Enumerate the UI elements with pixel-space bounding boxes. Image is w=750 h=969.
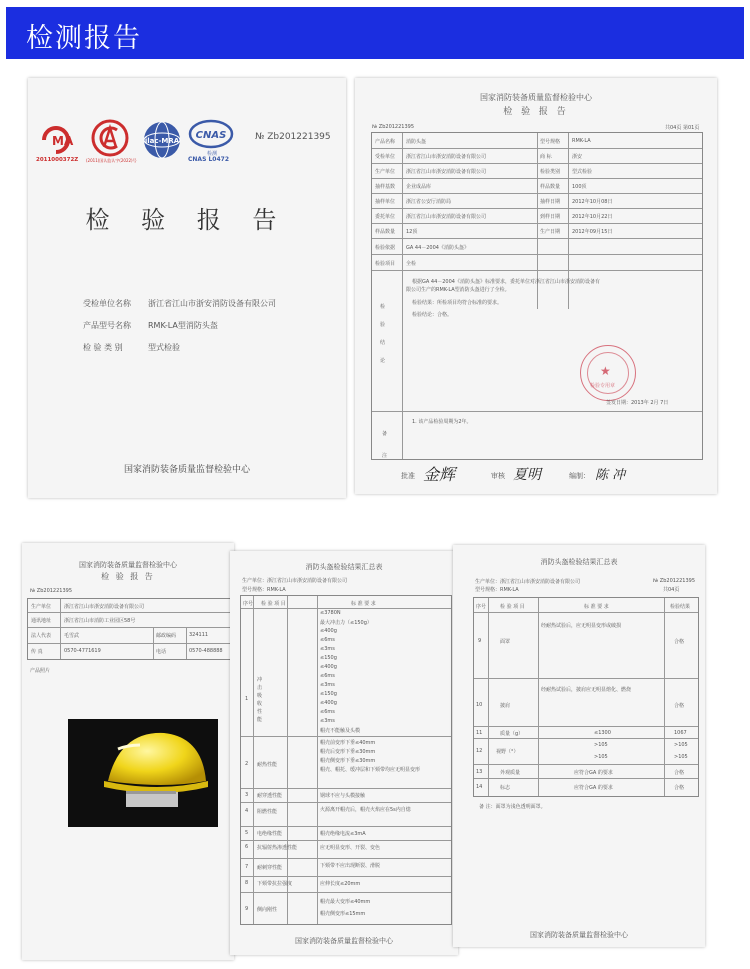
remark-value: 1. 该产品检验周期为2年。 bbox=[412, 419, 472, 425]
req-line: 最大冲击力（≤150g） bbox=[320, 620, 372, 626]
req-line: ≤3ms bbox=[320, 646, 335, 652]
row-label: 样品数量 bbox=[540, 184, 561, 190]
row-item: 外观质量 bbox=[500, 770, 521, 776]
page5-title: 消防头盔检验结果汇总表 bbox=[540, 558, 618, 566]
report-page-count: 共04页 第01页 bbox=[665, 125, 700, 131]
remark-label: 备 注 bbox=[382, 431, 388, 459]
row-label: 型号规格 bbox=[540, 139, 561, 145]
row-value: 2012年10月22日 bbox=[572, 214, 613, 220]
page5-org: 国家消防装备质量监督检验中心 bbox=[530, 931, 628, 939]
req-line: ≤400g bbox=[320, 700, 337, 706]
conclusion-label: 检 验 结 论 bbox=[380, 304, 386, 364]
row-result: 合格 bbox=[674, 639, 685, 645]
approve-signature: 金辉 bbox=[423, 465, 456, 484]
req-line: 帽壳侧变形≤15mm bbox=[320, 911, 366, 917]
page4-org: 国家消防装备质量监督检验中心 bbox=[295, 937, 393, 945]
svg-text:CNAS: CNAS bbox=[195, 130, 227, 141]
page3-number: № Zb201221395 bbox=[30, 588, 73, 594]
page-title: 检测报告 bbox=[26, 23, 142, 54]
cover-field-product: 产品型号名称 RMK-LA型消防头盔 bbox=[83, 321, 218, 330]
cnas-code: CNAS L0472 bbox=[188, 156, 230, 163]
inspection-stamp: ★ 检验专用章 bbox=[580, 345, 636, 401]
svg-text:ilac-MRA: ilac-MRA bbox=[144, 137, 180, 145]
item-label: 电绝缘性能 bbox=[257, 831, 283, 837]
row-value: 型式检验 bbox=[572, 169, 593, 175]
cnas-sub: 检测 bbox=[207, 151, 218, 157]
row-value: 毛雪武 bbox=[64, 633, 80, 639]
col-header: 检 验 项 目 bbox=[261, 601, 286, 607]
items-value: 全检 bbox=[406, 261, 417, 267]
report-summary-page bbox=[355, 78, 717, 494]
row-label: 产品名称 bbox=[375, 139, 396, 145]
report-form-table bbox=[371, 132, 703, 460]
item-label: 耐穿透性能 bbox=[257, 793, 283, 799]
cover-organization: 国家消防装备质量监督检验中心 bbox=[123, 465, 250, 475]
row-value: 浙江省江山市消防工业园区58号 bbox=[64, 618, 136, 624]
page3-org: 国家消防装备质量监督检验中心 bbox=[79, 561, 177, 569]
col-header: 标 准 要 求 bbox=[584, 604, 609, 610]
page4-unit: 生产单位：浙江省江山市浙安消防设备有限公司 bbox=[242, 578, 348, 584]
row-value: 浙江省江山市浙安消防设备有限公司 bbox=[64, 604, 145, 610]
row-no: 13 bbox=[476, 769, 483, 775]
row-value: 消防头盔 bbox=[406, 139, 427, 145]
photo-label: 产品照片 bbox=[30, 668, 51, 674]
col-header: 检验结果 bbox=[670, 604, 691, 610]
col-header: 序号 bbox=[243, 601, 254, 607]
results-summary-page-2 bbox=[453, 545, 705, 947]
row-label: 抽样单位 bbox=[375, 199, 396, 205]
page3-info-table bbox=[27, 598, 234, 660]
row-req: >105 bbox=[594, 754, 608, 760]
row-item: 标志 bbox=[500, 785, 511, 791]
req-line: ≤150g bbox=[320, 691, 337, 697]
page5-unit: 生产单位：浙江省江山市浙安消防设备有限公司 bbox=[475, 579, 581, 585]
col-header: 序号 bbox=[476, 604, 487, 610]
row-value: 企业成品库 bbox=[406, 184, 432, 190]
req-line: ≤6ms bbox=[320, 637, 335, 643]
cal-logo bbox=[90, 118, 130, 158]
row-label: 抽样日期 bbox=[540, 199, 561, 205]
item-label: 冲击吸收性能 bbox=[257, 677, 263, 723]
row-label: 传 真 bbox=[31, 649, 43, 655]
items-label: 检验项目 bbox=[375, 261, 396, 267]
row-value: 浙江省江山市浙安消防设备有限公司 bbox=[406, 214, 487, 220]
report-number: № Zb201221395 bbox=[255, 132, 331, 142]
row-value: 0570-488888 bbox=[189, 648, 223, 654]
report-number: № Zb201221395 bbox=[372, 124, 415, 130]
req-line: 应无明显变形、开裂、变色 bbox=[320, 845, 381, 851]
req-line: 帽壳后变形下垂≤30mm bbox=[320, 749, 376, 755]
conclusion-line: 根据GA 44－2004《消防头盔》标准要求，委托单位对浙江省江山市浙安消防设备有 bbox=[412, 279, 600, 285]
conclusion-line: 检验结论：合格。 bbox=[412, 312, 453, 318]
req-line: 帽壳不能触及头模 bbox=[320, 728, 361, 734]
conclusion-line: 限公司生产的RMK-LA型消防头盔进行了全检。 bbox=[406, 287, 510, 293]
row-result: 1067 bbox=[674, 730, 687, 736]
row-value: 浙安 bbox=[572, 154, 583, 160]
sign-date: 签发日期：2013年 2月 7日 bbox=[606, 400, 669, 406]
row-req: >105 bbox=[594, 742, 608, 748]
row-label: 受检单位 bbox=[375, 154, 396, 160]
req-line: ≤400g bbox=[320, 628, 337, 634]
cover-field-inspected-unit: 受检单位名称 浙江省江山市浙安消防设备有限公司 bbox=[83, 299, 276, 308]
req-line: ≤3780N bbox=[320, 610, 341, 616]
cover-field-category: 检 验 类 别 型式检验 bbox=[83, 343, 180, 352]
item-label: 下颏带抗拉强度 bbox=[257, 881, 293, 887]
req-line: ≤6ms bbox=[320, 673, 335, 679]
report-heading: 检 验 报 告 bbox=[503, 107, 569, 117]
row-req: 经耐热试验后，披肩应无明显熔化、燃烧 bbox=[541, 687, 632, 693]
page5-page: 共04页 bbox=[663, 587, 680, 593]
req-line: 帽壳最大变形≤40mm bbox=[320, 899, 371, 905]
row-result: >105 bbox=[674, 742, 688, 748]
page4-results-table: 序号 检 验 项 目 标 准 要 求 1 冲击吸收性能 ≤3780N 最大冲击力（≤150g） ≤400g ≤6ms ≤3ms ≤150g ≤400g ≤6ms ≤3ms ≤150g ≤400g ≤6ms ≤3ms 帽壳不能触及头模 2 耐热性能 帽壳前变形下垂≤40mm 帽壳后变形下垂≤30mm 帽壳侧变形下垂≤30mm 帽壳、帽托、缓冲层和下颏带均应无明显变形 3 耐穿透性能 钢球不应与头模接触 4 阻燃性能 火源离开帽壳后，帽壳火焰应在5s内自熄 5 电绝缘性能 帽壳绝缘电流≤3mA 6 抗辐射热渗透性能 应无明显变形、开裂、变色 7 耐刺穿性能 下颏带不应出现断裂、滑脱 8 下颏带抗拉强度 应伸长度≤20mm 9 侧向刚性 帽壳最大变形≤40mm 帽壳侧变形≤15mm bbox=[240, 595, 452, 925]
row-req: 应符合GA 的要求 bbox=[574, 785, 613, 791]
row-value: 12顶 bbox=[406, 229, 418, 235]
row-label: 通讯地址 bbox=[31, 618, 52, 624]
item-label: 耐刺穿性能 bbox=[257, 865, 283, 871]
row-value: 324111 bbox=[189, 632, 209, 638]
page4-model: 型号规格：RMK-LA bbox=[242, 587, 286, 593]
row-label: 生产单位 bbox=[375, 169, 396, 175]
req-line: 应伸长度≤20mm bbox=[320, 881, 361, 887]
row-req: 经耐热试验后，应无明显变形或破损 bbox=[541, 623, 622, 629]
row-label: 法人代表 bbox=[31, 633, 52, 639]
row-value: RMK-LA bbox=[572, 138, 591, 144]
req-line: 钢球不应与头模接触 bbox=[320, 793, 366, 799]
page5-note: 备 注：面罩为浅色透明面罩。 bbox=[479, 804, 546, 810]
basis-value: GA 44－2004《消防头盔》 bbox=[406, 245, 469, 251]
item-label: 抗辐射热渗透性能 bbox=[257, 845, 298, 851]
row-value: 100顶 bbox=[572, 184, 587, 190]
req-line: ≤6ms bbox=[320, 709, 335, 715]
row-no: 14 bbox=[476, 784, 483, 790]
req-line: ≤3ms bbox=[320, 718, 335, 724]
report-title: 检 验 报 告 bbox=[85, 206, 289, 234]
row-value: 浙江省公安厅消防局 bbox=[406, 199, 452, 205]
row-no: 10 bbox=[476, 702, 483, 708]
page5-results-table bbox=[473, 597, 699, 797]
review-label: 审核 bbox=[491, 472, 505, 480]
item-label: 侧向刚性 bbox=[257, 907, 278, 913]
approve-label: 批准 bbox=[401, 472, 415, 480]
header-banner bbox=[6, 7, 744, 59]
req-line: 帽壳前变形下垂≤40mm bbox=[320, 740, 376, 746]
row-label: 样品数量 bbox=[375, 229, 396, 235]
row-label: 邮政编码 bbox=[156, 633, 177, 639]
page4-title: 消防头盔检验结果汇总表 bbox=[305, 563, 383, 571]
row-label: 电话 bbox=[156, 649, 167, 655]
row-value: 2012年10月08日 bbox=[572, 199, 613, 205]
helmet-photo bbox=[68, 719, 218, 827]
report-cover-page bbox=[28, 78, 346, 498]
col-header: 标 准 要 求 bbox=[351, 601, 376, 607]
cma-code: 2011000372Z bbox=[36, 157, 79, 163]
row-item: 披肩 bbox=[500, 703, 511, 709]
row-req: 应符合GA 的要求 bbox=[574, 770, 613, 776]
row-value: 浙江省江山市浙安消防设备有限公司 bbox=[406, 154, 487, 160]
row-result: 合格 bbox=[674, 770, 685, 776]
row-label: 检验类别 bbox=[540, 169, 561, 175]
row-label: 生产日期 bbox=[540, 229, 561, 235]
col-header: 检 验 项 目 bbox=[500, 604, 525, 610]
conclusion-line: 检验结果：所检项目均符合标准的要求。 bbox=[412, 300, 503, 306]
row-label: 到样日期 bbox=[540, 214, 561, 220]
page3-title: 检 验 报 告 bbox=[101, 572, 155, 581]
req-line: ≤400g bbox=[320, 664, 337, 670]
row-req: ≤1300 bbox=[594, 730, 611, 736]
row-result: 合格 bbox=[674, 703, 685, 709]
page5-number: № Zb201221395 bbox=[653, 578, 696, 584]
req-line: 帽壳、帽托、缓冲层和下颏带均应无明显变形 bbox=[320, 767, 421, 773]
row-value: 0570-4771619 bbox=[64, 648, 101, 654]
row-item: 质量（g） bbox=[500, 731, 524, 737]
page5-model: 型号规格：RMK-LA bbox=[475, 587, 519, 593]
row-no: 9 bbox=[478, 638, 482, 644]
row-no: 12 bbox=[476, 748, 483, 754]
row-item: 面罩 bbox=[500, 639, 511, 645]
review-signature: 夏明 bbox=[513, 467, 541, 483]
row-label: 生产单位 bbox=[31, 604, 52, 610]
edit-label: 编制： bbox=[569, 472, 590, 480]
req-line: 下颏带不应出现断裂、滑脱 bbox=[320, 863, 381, 869]
item-label: 阻燃性能 bbox=[257, 809, 278, 815]
req-line: 帽壳侧变形下垂≤30mm bbox=[320, 758, 376, 764]
item-label: 耐热性能 bbox=[257, 762, 278, 768]
row-no: 11 bbox=[476, 730, 483, 736]
row-result: >105 bbox=[674, 754, 688, 760]
results-summary-page-1 bbox=[230, 551, 458, 955]
req-line: 帽壳绝缘电流≤3mA bbox=[320, 831, 366, 837]
row-item: 视野（°） bbox=[496, 749, 519, 755]
row-label: 抽样基数 bbox=[375, 184, 396, 190]
row-label: 商 标 bbox=[540, 154, 552, 160]
req-line: ≤150g bbox=[320, 655, 337, 661]
req-line: 火源离开帽壳后，帽壳火焰应在5s内自熄 bbox=[320, 807, 411, 813]
svg-text:MA: MA bbox=[52, 134, 74, 148]
report-info-page bbox=[22, 543, 234, 960]
row-value: 2012年09月15日 bbox=[572, 229, 613, 235]
req-line: ≤3ms bbox=[320, 682, 335, 688]
report-org: 国家消防装备质量监督检验中心 bbox=[480, 93, 592, 102]
cal-code: (2011)国认监认字(2022)号 bbox=[86, 158, 137, 163]
row-result: 合格 bbox=[674, 785, 685, 791]
ilac-mra-logo bbox=[142, 120, 182, 160]
basis-label: 检验依据 bbox=[375, 245, 396, 251]
edit-signature: 陈 冲 bbox=[595, 468, 626, 483]
row-label: 委托单位 bbox=[375, 214, 396, 220]
row-value: 浙江省江山市浙安消防设备有限公司 bbox=[406, 169, 487, 175]
